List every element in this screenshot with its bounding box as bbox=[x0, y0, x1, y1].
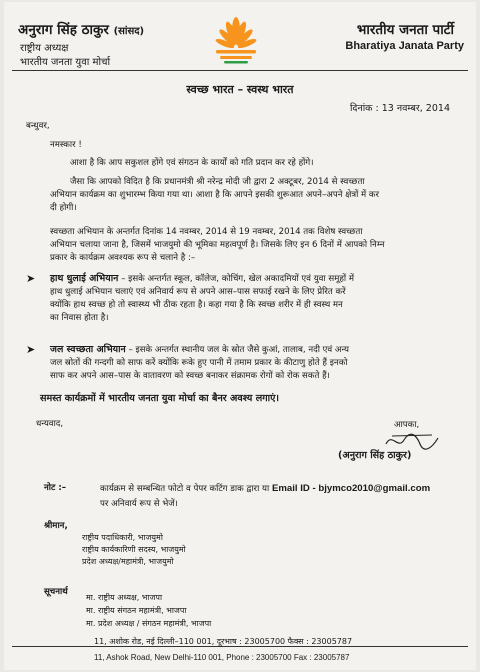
party-name-english: Bharatiya Janata Party bbox=[345, 40, 464, 52]
salutation: बन्धुवर, bbox=[26, 121, 50, 131]
bullet-water-line-1 bbox=[50, 343, 349, 357]
slogan-heading: स्वच्छ भारत – स्वस्थ भारत bbox=[186, 83, 294, 96]
recipient-item: राष्ट्रीय कार्यकारिणी सदस्य, भाजयुमो bbox=[82, 545, 186, 554]
info-item: मा. राष्ट्रीय संगठन महामंत्री, भाजपा bbox=[86, 606, 187, 615]
party-name-hindi: भारतीय जनता पार्टी bbox=[356, 22, 454, 38]
footer-address-hindi: 11, अशोक रोड, नई दिल्ली–110 001, दूरभाष : 23005700 फैक्स : 23005787 bbox=[94, 637, 353, 646]
info-item: मा. प्रदेश अध्यक्ष / संगठन महामंत्री, भाजपा bbox=[86, 619, 212, 628]
info-label: सूचनार्थ bbox=[44, 587, 68, 597]
footer-address-english: 11, Ashok Road, New Delhi-110 001, Phone : 23005700 Fax : 23005787 bbox=[94, 653, 350, 662]
banner-instruction: समस्त कार्यक्रमों में भारतीय जनता युवा मोर्चा का बैनर अवश्य लगाएं। bbox=[40, 393, 280, 404]
bullet-water-line-2: जल स्रोतों की गन्दगी को साफ करें क्योंकि रूके हुए पानी में तमाम प्रकार के कीटाणु होते हैं इनको bbox=[50, 358, 348, 368]
recipients-label: श्रीमान, bbox=[44, 521, 68, 531]
recipient-item: प्रदेश अध्यक्ष/महामंत्री, भाजयुमो bbox=[82, 557, 174, 566]
lotus-icon bbox=[208, 12, 264, 64]
note-line-1 bbox=[100, 482, 430, 496]
note-label: नोट :– bbox=[44, 483, 67, 493]
signatory-name: (अनुराग सिंह ठाकुर) bbox=[338, 450, 412, 461]
sender-wing: भारतीय जनता युवा मोर्चा bbox=[20, 57, 111, 68]
paragraph-campaign-line-2: अभियान कार्यक्रम का शुभारम्भ किया गया था। आशा है कि आपने इसकी शुरूआत अपने–अपने क्षेत्रों में कर bbox=[50, 190, 380, 200]
info-item: मा. राष्ट्रीय अध्यक्ष, भाजपा bbox=[86, 593, 163, 602]
bullet-handwash-first-text: – इसके अन्तर्गत स्कूल, कॉलेज, कोचिंग, खेल अकादमियों एवं युवा समूहों में bbox=[118, 274, 355, 284]
bullet-handwash-line-4: का निवास होता है। bbox=[50, 313, 109, 323]
letter-date: दिनांक : 13 नवम्बर, 2014 bbox=[349, 103, 450, 114]
sender-name: अनुराग सिंह ठाकुर bbox=[18, 22, 109, 38]
bullet-handwash-heading: हाथ धुलाई अभियान bbox=[50, 273, 119, 284]
sign-off: आपका, bbox=[394, 420, 420, 430]
paragraph-special-line-2: अभियान चलाया जाना है, जिसमें भाजयुमो की भूमिका महत्वपूर्ण है। जिसके लिए इन 6 दिनों में आपको निम्न bbox=[50, 240, 385, 250]
bullet-arrow-icon: ➤ bbox=[26, 272, 36, 285]
bullet-handwash-line-3: क्योंकि हाथ स्वच्छ हो तो स्वास्थ्य भी ठीक रहता है। कहा गया है कि स्वच्छ शरीर में ही स्वस्थ मन bbox=[50, 300, 343, 310]
recipient-item: राष्ट्रीय पदाधिकारी, भाजयुमो bbox=[82, 533, 163, 542]
bullet-water-first-text: – इसके अन्तर्गत स्थानीय जल के स्रोत जैसे कुआं, तालाब, नदी एवं अन्य bbox=[125, 345, 350, 355]
note-email: Email ID - bjymco2010@gmail.com bbox=[271, 483, 431, 494]
letterhead-name bbox=[18, 20, 144, 38]
paragraph-intro: आशा है कि आप सकुशल होंगे एवं संगठन के कार्यों को गति प्रदान कर रहे होंगे। bbox=[70, 158, 314, 168]
paragraph-campaign-line-1: जैसा कि आपको विदित है कि प्रधानमंत्री श्री नरेन्द्र मोदी जी द्वारा 2 अक्टूबर, 2014 से स्वच्छता bbox=[70, 177, 365, 187]
bullet-handwash-line-1 bbox=[50, 272, 354, 286]
sender-name-suffix: (सांसद) bbox=[113, 26, 145, 37]
bullet-water-heading: जल स्वच्छता अभियान bbox=[50, 344, 126, 355]
bullet-water-line-3: साफ कर अपने आस–पास के वातावरण को स्वच्छ बनाकर संक्रामक रोगों को रोक सकते हैं। bbox=[50, 371, 330, 381]
paragraph-special-line-3: प्रकार के कार्यक्रम अवश्यक रूप से चलाने है :– bbox=[50, 253, 196, 263]
bullet-handwash-line-2: हाथ धुलाई अभियान चलाएं एवं अनिवार्य रूप से अपने आस–पास सफाई रखने के लिए प्रेरित करें bbox=[50, 287, 346, 297]
letterhead-divider bbox=[12, 70, 468, 71]
thanks: धन्यवाद, bbox=[36, 419, 64, 429]
sender-designation: राष्ट्रीय अध्यक्ष bbox=[20, 43, 69, 54]
note-text: कार्यक्रम से सम्बन्धित फोटो व पेपर कटिंग डाक द्वारा या bbox=[100, 484, 270, 494]
paragraph-campaign-line-3: दी होगी। bbox=[50, 203, 77, 213]
greeting: नमस्कार ! bbox=[50, 140, 82, 150]
letter-page bbox=[4, 2, 476, 670]
bullet-arrow-icon: ➤ bbox=[26, 343, 36, 356]
note-line-2: पर अनिवार्य रूप से भेजें। bbox=[100, 499, 178, 509]
paragraph-special-line-1: स्वच्छता अभियान के अन्तर्गत दिनांक 14 नवम्बर, 2014 से 19 नवम्बर, 2014 तक विशेष स्वच्छता bbox=[50, 227, 363, 237]
